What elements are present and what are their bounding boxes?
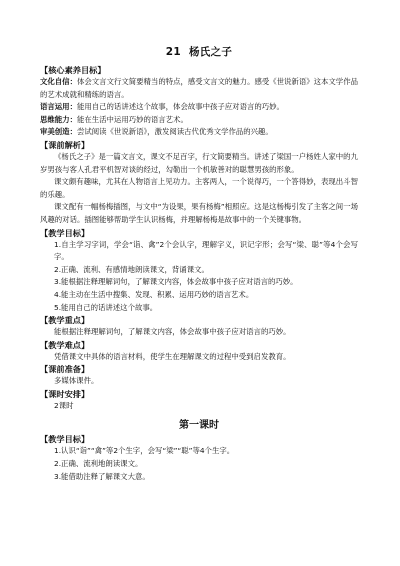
analysis-heading: 【课前解析】 [40,139,90,150]
analysis-paragraph: 《杨氏之子》是一篇文言文，课文不足百字，行文简要精当。讲述了梁国一户杨姓人家中的九岁男孩与客人孔君平机智对谈的经过，勾勒出一个机敏善对的聪慧男孩的形象。 [40,151,358,174]
core-goal-label: 文化自信： [40,77,77,86]
teaching-goal-item: 4.能主动在生活中搜集、发现、积累、运用巧妙的语言艺术。 [54,289,254,299]
teaching-goal-item: 2.正确、流利、有感情地朗读课文，背诵课文。 [54,264,209,274]
prep-heading: 【课前准备】 [40,364,90,375]
difficulty-heading: 【教学难点】 [40,339,90,350]
first-goal-item: 2.正确、流利地朗读课文。 [54,459,143,469]
core-goals-heading: 【核心素养目标】 [40,65,106,75]
core-goal-language [40,101,358,114]
focus-heading: 【教学重点】 [40,315,90,326]
teaching-goal-item: 3.能根据注释理解词句，了解课文内容，体会故事中孩子应对语言的巧妙。 [54,277,298,287]
teaching-goals-heading: 【教学目标】 [40,227,90,238]
core-goal-text: 尝试阅读《世说新语》，激发阅读古代优秀文学作品的兴趣。 [76,127,273,137]
first-goal-item: 3.能借助注释了解课文大意。 [54,471,150,481]
lesson-title [40,44,358,59]
teaching-goal-item: 5.能用自己的话讲述这个故事。 [54,302,158,312]
core-goal-label: 思维能力： [40,114,77,124]
first-lesson-title: 第一课时 [179,420,219,432]
core-goal-aesthetic [40,126,358,139]
first-goal-item: 1.认识“诣”“禽”等2个生字，会写“梁”“聪”等4个生字。 [54,446,235,456]
schedule-text: 2课时 [54,400,74,410]
core-goal-text: 体会文言文行文简要精当的特点，感受文言文的魅力。感受《世说新语》这本文学作品的艺术成就和精练的语言。 [40,77,358,99]
first-goals-heading: 【教学目标】 [40,434,90,445]
core-goal-label: 语言运用： [40,102,77,112]
lesson-title-text: 杨氏之子 [189,46,233,58]
core-goal-text: 能在生活中运用巧妙的语言艺术。 [76,114,188,124]
core-goal-thinking [40,114,358,127]
prep-text: 多媒体课件。 [54,376,99,386]
lesson-number: 21 [165,46,181,58]
core-goal-culture [40,76,358,101]
schedule-heading: 【课时安排】 [40,388,90,399]
analysis-paragraph: 课文配有一幅杨梅插图，与文中“为设果，果有杨梅”相照应。这是这杨梅引发了主客之间一场风趣的对话。插图能够帮助学生认识杨梅，并理解杨梅是故事中的一个关键事物。 [40,202,358,224]
core-goal-label: 审美创造： [40,127,77,137]
focus-text: 能根据注释理解词句，了解课文内容，体会故事中孩子应对语言的巧妙。 [54,327,291,337]
teaching-goal-item: 1.自主学习字词，学会“诣、禽”2个会认字，理解字义，识记字形；会写“梁、聪”等4个会写字。 [54,239,358,262]
core-goal-text: 能用自己的话讲述这个故事，体会故事中孩子应对语言的巧妙。 [76,102,284,112]
difficulty-text: 凭借课文中具体的语言材料，使学生在理解课文的过程中受到启发教育。 [54,351,291,361]
analysis-paragraph: 课文颇有趣味，尤其在人物语言上见功力。主客两人，一个说得巧，一个答得妙，表现出斗智的乐趣。 [40,177,358,199]
